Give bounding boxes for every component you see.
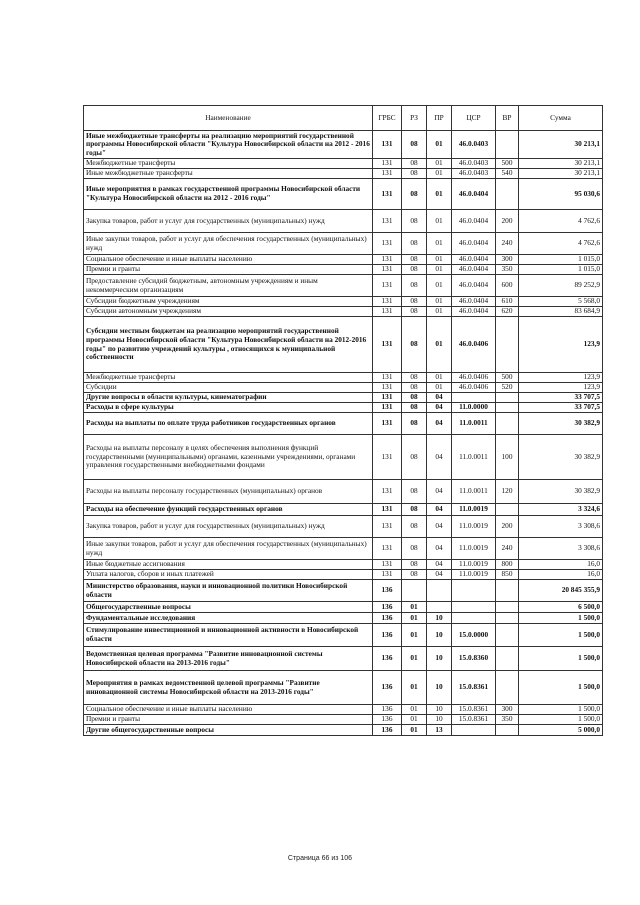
cell-csr: 46.0.0404 bbox=[452, 275, 496, 297]
cell-name: Расходы на выплаты по оплате труда работников государственных органов bbox=[84, 413, 373, 435]
cell-grbs: 131 bbox=[373, 179, 402, 210]
cell-vr: 500 bbox=[496, 159, 519, 169]
cell-name: Ведомственная целевая программа "Развитие инновационной системы Новосибирской области на 2013-2016 годы" bbox=[84, 647, 373, 671]
cell-pr: 04 bbox=[427, 516, 452, 538]
cell-pr: 01 bbox=[427, 317, 452, 373]
cell-rz: 01 bbox=[402, 725, 427, 736]
cell-rz: 08 bbox=[402, 538, 427, 560]
cell-grbs: 136 bbox=[373, 705, 402, 715]
table-row bbox=[84, 480, 603, 504]
cell-vr: 300 bbox=[496, 705, 519, 715]
cell-rz: 08 bbox=[402, 307, 427, 317]
table-row bbox=[84, 602, 603, 613]
cell-vr: 200 bbox=[496, 210, 519, 233]
cell-rz: 08 bbox=[402, 504, 427, 516]
cell-grbs: 131 bbox=[373, 275, 402, 297]
cell-rz: 08 bbox=[402, 233, 427, 255]
table-row bbox=[84, 516, 603, 538]
cell-grbs: 131 bbox=[373, 131, 402, 159]
table-row bbox=[84, 671, 603, 705]
cell-sum: 1 500,0 bbox=[519, 705, 603, 715]
table-row bbox=[84, 297, 603, 307]
cell-name: Расходы на выплаты персоналу в целях обеспечения выполнения функций государственными (муниципальными) органами, казенными учреждениями, органами управления государственными внебюджетными фондами bbox=[84, 435, 373, 480]
cell-sum: 30 382,9 bbox=[519, 413, 603, 435]
table-row bbox=[84, 435, 603, 480]
cell-pr: 10 bbox=[427, 705, 452, 715]
cell-name: Расходы на выплаты персоналу государственных (муниципальных) органов bbox=[84, 480, 373, 504]
cell-rz: 08 bbox=[402, 159, 427, 169]
table-row bbox=[84, 383, 603, 393]
header-name: Наименование bbox=[84, 106, 373, 131]
cell-rz: 08 bbox=[402, 435, 427, 480]
table-row bbox=[84, 725, 603, 736]
cell-rz: 01 bbox=[402, 705, 427, 715]
cell-csr: 46.0.0406 bbox=[452, 317, 496, 373]
table-row bbox=[84, 131, 603, 159]
cell-sum: 4 762,6 bbox=[519, 210, 603, 233]
header-vr: ВР bbox=[496, 106, 519, 131]
cell-csr: 46.0.0404 bbox=[452, 233, 496, 255]
cell-vr bbox=[496, 580, 519, 602]
cell-sum: 89 252,9 bbox=[519, 275, 603, 297]
cell-sum: 1 500,0 bbox=[519, 715, 603, 725]
cell-csr bbox=[452, 393, 496, 403]
cell-grbs: 136 bbox=[373, 613, 402, 624]
cell-vr: 500 bbox=[496, 373, 519, 383]
table-row bbox=[84, 317, 603, 373]
table-row bbox=[84, 624, 603, 647]
cell-vr bbox=[496, 413, 519, 435]
table-row bbox=[84, 255, 603, 265]
cell-pr: 04 bbox=[427, 538, 452, 560]
cell-name: Мероприятия в рамках ведомственной целевой программы "Развитие инновационной системы Новосибирской области на 2013-2016 годы" bbox=[84, 671, 373, 705]
cell-csr: 11.0.0019 bbox=[452, 560, 496, 570]
cell-grbs: 131 bbox=[373, 570, 402, 580]
cell-pr: 10 bbox=[427, 671, 452, 705]
table-row bbox=[84, 647, 603, 671]
cell-pr: 04 bbox=[427, 393, 452, 403]
table-row bbox=[84, 705, 603, 715]
cell-vr: 800 bbox=[496, 560, 519, 570]
cell-grbs: 131 bbox=[373, 560, 402, 570]
cell-pr: 04 bbox=[427, 403, 452, 413]
cell-name: Расходы на обеспечение функций государственных органов bbox=[84, 504, 373, 516]
cell-sum: 4 762,6 bbox=[519, 233, 603, 255]
cell-vr: 350 bbox=[496, 715, 519, 725]
cell-rz: 01 bbox=[402, 715, 427, 725]
cell-rz: 08 bbox=[402, 265, 427, 275]
cell-grbs: 136 bbox=[373, 647, 402, 671]
cell-pr: 10 bbox=[427, 715, 452, 725]
cell-sum: 1 500,0 bbox=[519, 671, 603, 705]
cell-sum: 30 382,9 bbox=[519, 435, 603, 480]
cell-vr bbox=[496, 671, 519, 705]
cell-rz: 01 bbox=[402, 647, 427, 671]
header-pr: ПР bbox=[427, 106, 452, 131]
cell-vr: 540 bbox=[496, 169, 519, 179]
cell-name: Иные межбюджетные трансферты bbox=[84, 169, 373, 179]
cell-pr: 04 bbox=[427, 570, 452, 580]
cell-grbs: 136 bbox=[373, 715, 402, 725]
cell-rz: 08 bbox=[402, 131, 427, 159]
cell-name: Субсидии автономным учреждениям bbox=[84, 307, 373, 317]
cell-name: Расходы в сфере культуры bbox=[84, 403, 373, 413]
cell-csr: 46.0.0404 bbox=[452, 255, 496, 265]
cell-csr: 46.0.0404 bbox=[452, 265, 496, 275]
cell-sum: 5 000,0 bbox=[519, 725, 603, 736]
cell-sum: 16,0 bbox=[519, 560, 603, 570]
table-row bbox=[84, 233, 603, 255]
table-body bbox=[84, 131, 603, 736]
cell-csr: 46.0.0406 bbox=[452, 383, 496, 393]
cell-name: Социальное обеспечение и иные выплаты населению bbox=[84, 255, 373, 265]
cell-vr: 100 bbox=[496, 435, 519, 480]
cell-grbs: 131 bbox=[373, 297, 402, 307]
cell-vr: 200 bbox=[496, 516, 519, 538]
cell-pr: 01 bbox=[427, 275, 452, 297]
table-row bbox=[84, 613, 603, 624]
cell-name: Субсидии bbox=[84, 383, 373, 393]
cell-sum: 95 030,6 bbox=[519, 179, 603, 210]
cell-grbs: 131 bbox=[373, 373, 402, 383]
cell-vr: 350 bbox=[496, 265, 519, 275]
page-number: Страница 66 из 106 bbox=[287, 855, 353, 862]
cell-csr: 46.0.0403 bbox=[452, 159, 496, 169]
cell-sum: 30 213,1 bbox=[519, 159, 603, 169]
cell-sum: 33 707,5 bbox=[519, 403, 603, 413]
cell-grbs: 131 bbox=[373, 516, 402, 538]
cell-rz bbox=[402, 580, 427, 602]
cell-vr: 300 bbox=[496, 255, 519, 265]
table-row bbox=[84, 580, 603, 602]
cell-vr bbox=[496, 131, 519, 159]
table-row bbox=[84, 373, 603, 383]
cell-sum: 83 684,9 bbox=[519, 307, 603, 317]
cell-csr: 46.0.0406 bbox=[452, 373, 496, 383]
cell-rz: 08 bbox=[402, 413, 427, 435]
cell-name: Иные бюджетные ассигнования bbox=[84, 560, 373, 570]
cell-csr: 11.0.0019 bbox=[452, 538, 496, 560]
cell-csr bbox=[452, 602, 496, 613]
cell-rz: 08 bbox=[402, 179, 427, 210]
cell-rz: 01 bbox=[402, 613, 427, 624]
cell-grbs: 131 bbox=[373, 169, 402, 179]
cell-csr: 15.0.8361 bbox=[452, 715, 496, 725]
cell-rz: 08 bbox=[402, 570, 427, 580]
cell-rz: 08 bbox=[402, 297, 427, 307]
cell-csr: 46.0.0404 bbox=[452, 297, 496, 307]
header-csr: ЦСР bbox=[452, 106, 496, 131]
cell-pr: 01 bbox=[427, 169, 452, 179]
cell-grbs: 136 bbox=[373, 725, 402, 736]
cell-name: Иные межбюджетные трансферты на реализацию мероприятий государственной программы Новосибирской области "Культура Новосибирской области на 2012 - 2016 годы" bbox=[84, 131, 373, 159]
cell-csr: 15.0.8360 bbox=[452, 647, 496, 671]
cell-name: Премии и гранты bbox=[84, 715, 373, 725]
cell-name: Другие вопросы в области культуры, кинематографии bbox=[84, 393, 373, 403]
table-row bbox=[84, 307, 603, 317]
cell-csr: 11.0.0019 bbox=[452, 516, 496, 538]
table-row bbox=[84, 538, 603, 560]
header-sum: Сумма bbox=[519, 106, 603, 131]
cell-sum: 5 568,0 bbox=[519, 297, 603, 307]
table-header-row bbox=[84, 106, 603, 131]
cell-vr bbox=[496, 403, 519, 413]
cell-rz: 08 bbox=[402, 373, 427, 383]
table-row bbox=[84, 570, 603, 580]
cell-pr: 01 bbox=[427, 131, 452, 159]
cell-csr: 46.0.0404 bbox=[452, 179, 496, 210]
cell-csr: 46.0.0404 bbox=[452, 307, 496, 317]
cell-vr bbox=[496, 602, 519, 613]
cell-csr: 15.0.0000 bbox=[452, 624, 496, 647]
cell-pr: 01 bbox=[427, 255, 452, 265]
cell-vr bbox=[496, 179, 519, 210]
cell-grbs: 131 bbox=[373, 317, 402, 373]
cell-rz: 08 bbox=[402, 403, 427, 413]
cell-grbs: 131 bbox=[373, 435, 402, 480]
cell-sum: 123,9 bbox=[519, 373, 603, 383]
cell-sum: 3 308,6 bbox=[519, 516, 603, 538]
cell-rz: 08 bbox=[402, 516, 427, 538]
table-row bbox=[84, 275, 603, 297]
cell-pr: 01 bbox=[427, 233, 452, 255]
cell-vr: 120 bbox=[496, 480, 519, 504]
cell-pr: 10 bbox=[427, 613, 452, 624]
cell-vr bbox=[496, 393, 519, 403]
cell-pr: 04 bbox=[427, 504, 452, 516]
cell-pr: 01 bbox=[427, 210, 452, 233]
cell-pr: 04 bbox=[427, 560, 452, 570]
cell-rz: 08 bbox=[402, 480, 427, 504]
table-row bbox=[84, 169, 603, 179]
cell-csr: 11.0.0019 bbox=[452, 570, 496, 580]
cell-name: Субсидии бюджетным учреждениям bbox=[84, 297, 373, 307]
cell-vr bbox=[496, 725, 519, 736]
cell-sum: 30 382,9 bbox=[519, 480, 603, 504]
cell-csr: 11.0.0019 bbox=[452, 504, 496, 516]
cell-csr bbox=[452, 725, 496, 736]
cell-rz: 01 bbox=[402, 602, 427, 613]
cell-grbs: 131 bbox=[373, 538, 402, 560]
cell-grbs: 136 bbox=[373, 580, 402, 602]
cell-name: Стимулирование инвестиционной и инновационной активности в Новосибирской области bbox=[84, 624, 373, 647]
cell-vr: 240 bbox=[496, 233, 519, 255]
cell-csr: 46.0.0403 bbox=[452, 131, 496, 159]
cell-rz: 01 bbox=[402, 624, 427, 647]
cell-pr: 04 bbox=[427, 480, 452, 504]
cell-pr: 04 bbox=[427, 435, 452, 480]
cell-rz: 08 bbox=[402, 210, 427, 233]
cell-name: Межбюджетные трансферты bbox=[84, 373, 373, 383]
table-row bbox=[84, 403, 603, 413]
cell-rz: 08 bbox=[402, 255, 427, 265]
cell-name: Социальное обеспечение и иные выплаты населению bbox=[84, 705, 373, 715]
cell-grbs: 131 bbox=[373, 504, 402, 516]
cell-pr: 01 bbox=[427, 265, 452, 275]
table-row bbox=[84, 560, 603, 570]
cell-pr: 01 bbox=[427, 383, 452, 393]
cell-grbs: 136 bbox=[373, 671, 402, 705]
cell-name: Иные мероприятия в рамках государственной программы Новосибирской области "Культура Новосибирской области на 2012 - 2016 годы" bbox=[84, 179, 373, 210]
cell-name: Другие общегосударственные вопросы bbox=[84, 725, 373, 736]
cell-name: Закупка товаров, работ и услуг для государственных (муниципальных) нужд bbox=[84, 210, 373, 233]
cell-rz: 08 bbox=[402, 560, 427, 570]
cell-pr bbox=[427, 602, 452, 613]
cell-pr bbox=[427, 580, 452, 602]
budget-table bbox=[83, 105, 603, 736]
cell-csr: 11.0.0000 bbox=[452, 403, 496, 413]
cell-vr: 620 bbox=[496, 307, 519, 317]
table-row bbox=[84, 265, 603, 275]
cell-rz: 08 bbox=[402, 317, 427, 373]
cell-name: Общегосударственные вопросы bbox=[84, 602, 373, 613]
cell-pr: 10 bbox=[427, 647, 452, 671]
cell-grbs: 136 bbox=[373, 602, 402, 613]
cell-sum: 1 015,0 bbox=[519, 265, 603, 275]
cell-grbs: 131 bbox=[373, 233, 402, 255]
cell-rz: 08 bbox=[402, 383, 427, 393]
cell-pr: 01 bbox=[427, 373, 452, 383]
cell-grbs: 131 bbox=[373, 255, 402, 265]
table-row bbox=[84, 504, 603, 516]
cell-csr: 46.0.0403 bbox=[452, 169, 496, 179]
cell-csr: 15.0.8361 bbox=[452, 671, 496, 705]
cell-vr: 850 bbox=[496, 570, 519, 580]
cell-vr: 610 bbox=[496, 297, 519, 307]
cell-sum: 30 213,1 bbox=[519, 131, 603, 159]
cell-name: Иные закупки товаров, работ и услуг для обеспечения государственных (муниципальных) нужд bbox=[84, 538, 373, 560]
header-rz: РЗ bbox=[402, 106, 427, 131]
cell-vr bbox=[496, 624, 519, 647]
cell-sum: 3 308,6 bbox=[519, 538, 603, 560]
cell-csr: 15.0.8361 bbox=[452, 705, 496, 715]
cell-name: Уплата налогов, сборов и иных платежей bbox=[84, 570, 373, 580]
cell-sum: 3 324,6 bbox=[519, 504, 603, 516]
cell-name: Министерство образования, науки и инновационной политики Новосибирской области bbox=[84, 580, 373, 602]
cell-rz: 08 bbox=[402, 393, 427, 403]
cell-csr: 11.0.0011 bbox=[452, 435, 496, 480]
cell-pr: 01 bbox=[427, 159, 452, 169]
cell-name: Межбюджетные трансферты bbox=[84, 159, 373, 169]
cell-pr: 01 bbox=[427, 297, 452, 307]
cell-vr: 240 bbox=[496, 538, 519, 560]
cell-sum: 16,0 bbox=[519, 570, 603, 580]
cell-sum: 1 500,0 bbox=[519, 647, 603, 671]
cell-sum: 30 213,1 bbox=[519, 169, 603, 179]
cell-vr bbox=[496, 647, 519, 671]
cell-name: Иные закупки товаров, работ и услуг для обеспечения государственных (муниципальных) нужд bbox=[84, 233, 373, 255]
table-row bbox=[84, 159, 603, 169]
cell-sum: 1 015,0 bbox=[519, 255, 603, 265]
cell-sum: 33 707,5 bbox=[519, 393, 603, 403]
cell-rz: 01 bbox=[402, 671, 427, 705]
cell-name: Субсидии местным бюджетам на реализацию мероприятий государственной программы Новосибирской области "Культура Новосибирской области на 2012-2016 годы" по развитию учреждений культуры , относящихся к муниципальной собственности bbox=[84, 317, 373, 373]
cell-csr bbox=[452, 580, 496, 602]
cell-rz: 08 bbox=[402, 275, 427, 297]
cell-csr: 11.0.0011 bbox=[452, 413, 496, 435]
cell-sum: 1 500,0 bbox=[519, 624, 603, 647]
cell-sum: 1 500,0 bbox=[519, 613, 603, 624]
cell-grbs: 131 bbox=[373, 413, 402, 435]
cell-rz: 08 bbox=[402, 169, 427, 179]
cell-pr: 13 bbox=[427, 725, 452, 736]
cell-vr: 520 bbox=[496, 383, 519, 393]
cell-name: Предоставление субсидий бюджетным, автономным учреждениям и иным некоммерческим организациям bbox=[84, 275, 373, 297]
cell-grbs: 131 bbox=[373, 480, 402, 504]
cell-grbs: 136 bbox=[373, 624, 402, 647]
cell-name: Фундаментальные исследования bbox=[84, 613, 373, 624]
table-row bbox=[84, 715, 603, 725]
cell-vr bbox=[496, 317, 519, 373]
table-row bbox=[84, 210, 603, 233]
cell-vr bbox=[496, 504, 519, 516]
cell-vr: 600 bbox=[496, 275, 519, 297]
cell-csr bbox=[452, 613, 496, 624]
cell-grbs: 131 bbox=[373, 159, 402, 169]
cell-grbs: 131 bbox=[373, 403, 402, 413]
cell-grbs: 131 bbox=[373, 307, 402, 317]
cell-grbs: 131 bbox=[373, 210, 402, 233]
cell-grbs: 131 bbox=[373, 393, 402, 403]
table-row bbox=[84, 393, 603, 403]
cell-name: Закупка товаров, работ и услуг для государственных (муниципальных) нужд bbox=[84, 516, 373, 538]
cell-sum: 123,9 bbox=[519, 383, 603, 393]
cell-name: Премии и гранты bbox=[84, 265, 373, 275]
cell-csr: 11.0.0011 bbox=[452, 480, 496, 504]
cell-grbs: 131 bbox=[373, 265, 402, 275]
cell-pr: 10 bbox=[427, 624, 452, 647]
cell-csr: 46.0.0404 bbox=[452, 210, 496, 233]
cell-pr: 01 bbox=[427, 307, 452, 317]
table-row bbox=[84, 179, 603, 210]
header-grbs: ГРБС bbox=[373, 106, 402, 131]
cell-pr: 04 bbox=[427, 413, 452, 435]
cell-sum: 123,9 bbox=[519, 317, 603, 373]
cell-vr bbox=[496, 613, 519, 624]
cell-grbs: 131 bbox=[373, 383, 402, 393]
cell-sum: 6 500,0 bbox=[519, 602, 603, 613]
cell-sum: 20 845 355,9 bbox=[519, 580, 603, 602]
cell-pr: 01 bbox=[427, 179, 452, 210]
table-row bbox=[84, 413, 603, 435]
